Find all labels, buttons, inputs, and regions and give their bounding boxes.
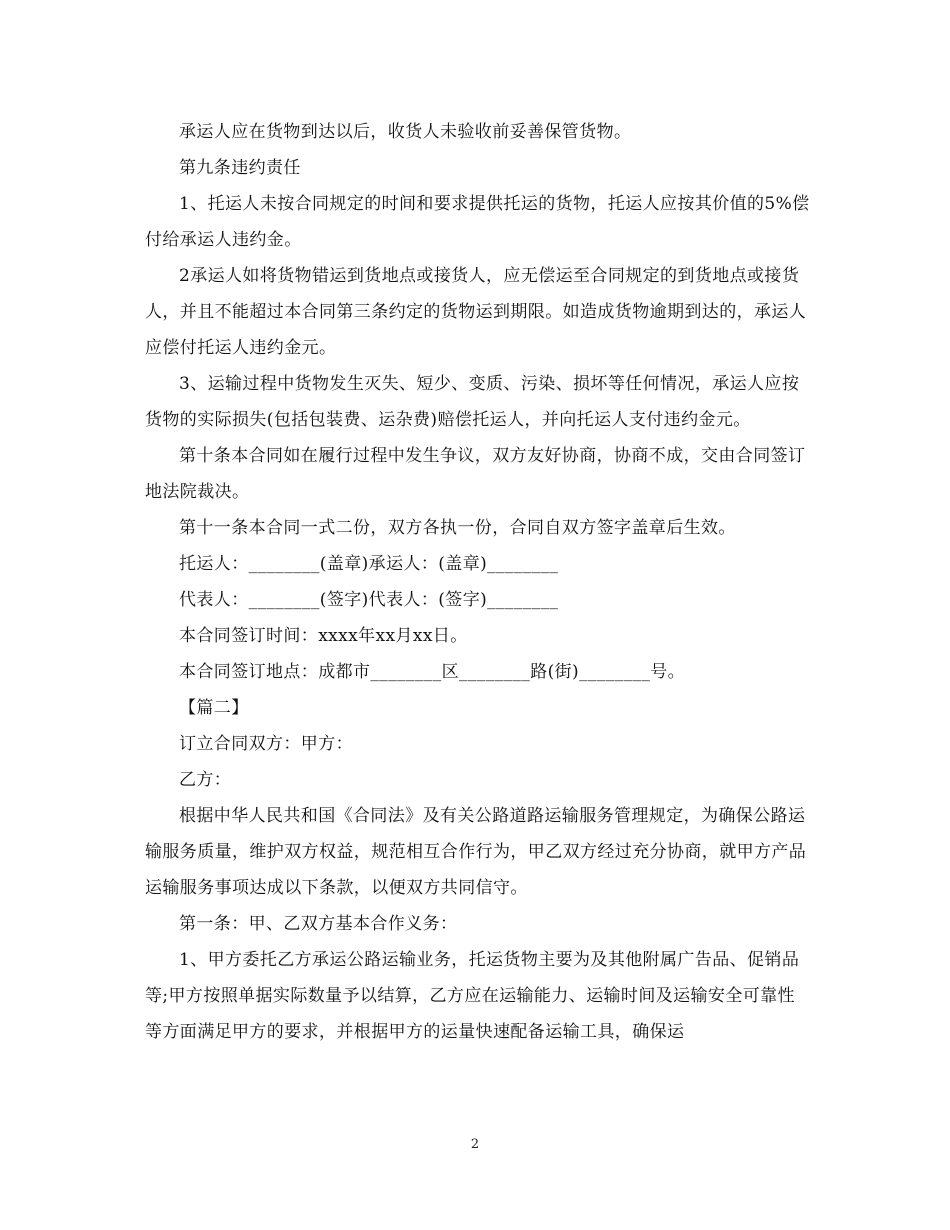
section-heading: 【篇二】 [179, 698, 249, 718]
document-body [145, 114, 810, 1050]
paragraph: 3、运输过程中货物发生灭失、短少、变质、污染、损坏等任何情况，承运人应按货物的实际损失(包括包装费、运杂费)赔偿托运人，并向托运人支付违约金元。 [145, 374, 800, 430]
section-heading: 第九条违约责任 [179, 158, 301, 178]
signing-place-line: 本合同签订地点：成都市________区________路(街)________号。 [179, 662, 686, 682]
signing-date-line: 本合同签订时间：xxxx年xx月xx日。 [179, 626, 468, 646]
paragraph: 承运人应在货物到达以后，收货人未验收前妥善保管货物。 [179, 122, 632, 142]
party-a-line: 订立合同双方：甲方： [179, 734, 353, 754]
party-b-line: 乙方： [179, 770, 232, 790]
signature-line-representative: 代表人：________(签字)代表人：(签字)________ [179, 590, 559, 610]
signature-line-shipper: 托运人：________(盖章)承运人：(盖章)________ [179, 554, 559, 574]
page-number: 2 [470, 1137, 480, 1152]
paragraph: 根据中华人民共和国《合同法》及有关公路道路运输服务管理规定，为确保公路运输服务质量，维护双方权益，规范相互合作行为，甲乙双方经过充分协商，就甲方产品运输服务事项达成以下条款，以便双方共同信守。 [145, 806, 807, 898]
paragraph: 1、甲方委托乙方承运公路运输业务，托运货物主要为及其他附属广告品、促销品等;甲方按照单据实际数量予以结算，乙方应在运输能力、运输时间及运输安全可靠性等方面满足甲方的要求，并根据甲方的运量快速配备运输工具，确保运 [145, 950, 800, 1042]
paragraph: 第十一条本合同一式二份，双方各执一份，合同自双方签字盖章后生效。 [179, 518, 736, 538]
paragraph: 2承运人如将货物错运到货地点或接货人，应无偿运至合同规定的到货地点或接货人，并且不能超过本合同第三条约定的货物运到期限。如造成货物逾期到达的，承运人应偿付托运人违约金元。 [145, 266, 807, 358]
paragraph: 第十条本合同如在履行过程中发生争议，双方友好协商，协商不成，交由合同签订地法院裁决。 [145, 446, 806, 502]
article-heading: 第一条：甲、乙双方基本合作义务： [179, 914, 458, 934]
paragraph: 1、托运人未按合同规定的时间和要求提供托运的货物，托运人应按其价值的5%偿付给承运人违约金。 [145, 194, 810, 250]
